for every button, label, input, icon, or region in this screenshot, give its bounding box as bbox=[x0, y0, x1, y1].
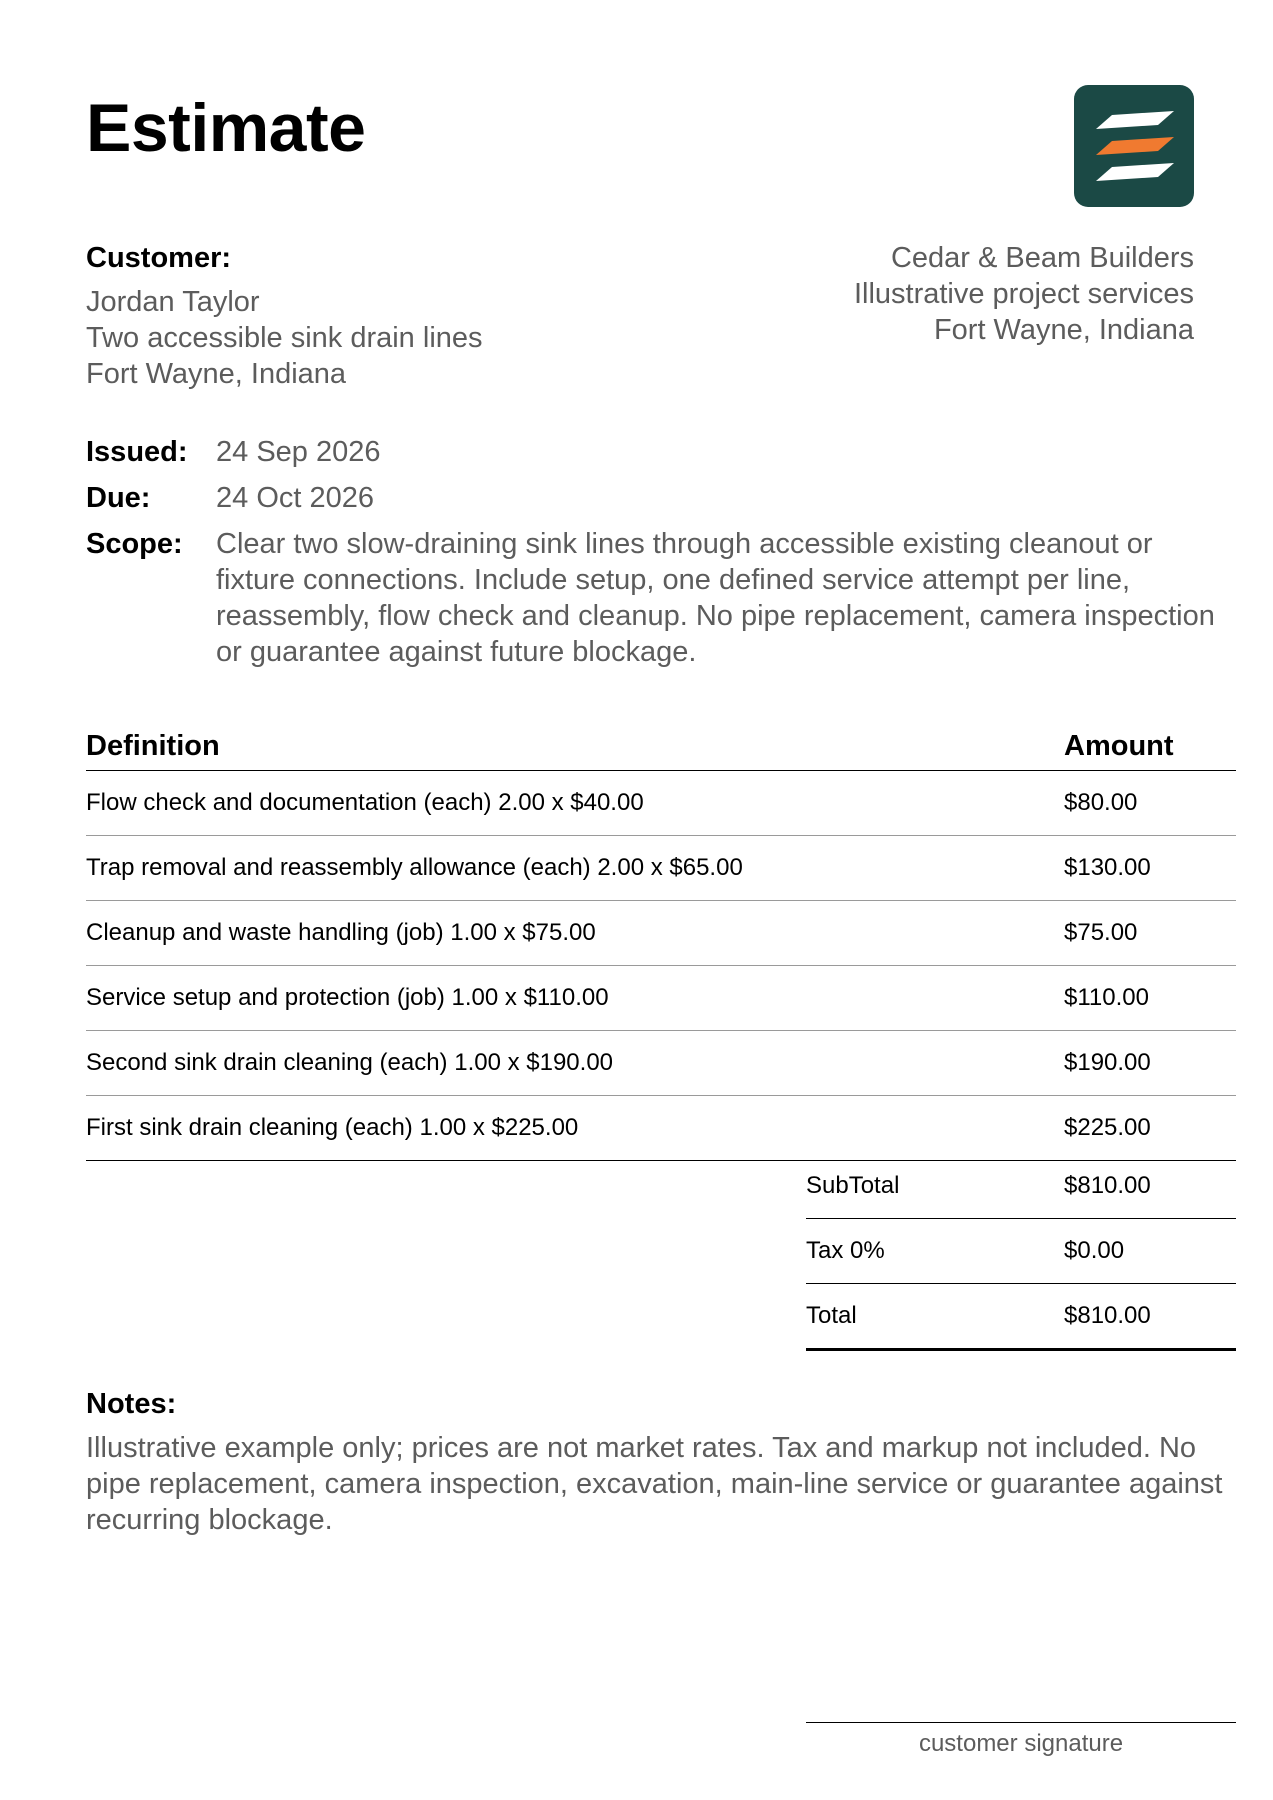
issued-row bbox=[86, 434, 1236, 470]
company-tagline: Illustrative project services bbox=[853, 278, 1194, 310]
table-header bbox=[86, 722, 1236, 771]
customer-name: Jordan Taylor bbox=[86, 286, 260, 318]
row-definition: Cleanup and waste handling (job) 1.00 x $75.00 bbox=[86, 919, 596, 946]
signature-line bbox=[806, 1722, 1236, 1723]
row-amount: $110.00 bbox=[1064, 984, 1149, 1011]
header-definition: Definition bbox=[86, 729, 220, 762]
subtotal-label: SubTotal bbox=[806, 1172, 900, 1199]
table-row bbox=[86, 771, 1236, 836]
issued-label: Issued: bbox=[86, 436, 188, 468]
subtotal-value: $810.00 bbox=[1064, 1172, 1151, 1199]
row-amount: $130.00 bbox=[1064, 854, 1151, 881]
issued-date: 24 Sep 2026 bbox=[216, 436, 381, 468]
total-label: Total bbox=[806, 1302, 857, 1329]
table-row bbox=[86, 901, 1236, 966]
scope-text: Clear two slow-draining sink lines through accessible existing cleanout or fixture connections. Include setup, one defined service attempt per line, reassembly, flow check and cleanup. No pipe replacement, camera inspection or guarantee against future blockage. bbox=[216, 528, 1215, 668]
table-row bbox=[86, 966, 1236, 1031]
notes-label: Notes: bbox=[86, 1388, 177, 1420]
row-definition: First sink drain cleaning (each) 1.00 x $225.00 bbox=[86, 1114, 579, 1141]
customer-project: Two accessible sink drain lines bbox=[86, 322, 483, 354]
tax-label: Tax 0% bbox=[806, 1237, 885, 1264]
company-block bbox=[854, 240, 1194, 348]
tax-value: $0.00 bbox=[1064, 1237, 1125, 1264]
notes-block bbox=[86, 1384, 1236, 1538]
company-location: Fort Wayne, Indiana bbox=[933, 314, 1194, 346]
customer-location: Fort Wayne, Indiana bbox=[86, 358, 347, 390]
table-row bbox=[86, 1096, 1236, 1161]
signature-label: customer signature bbox=[918, 1730, 1124, 1757]
row-definition: Trap removal and reassembly allowance (each) 2.00 x $65.00 bbox=[86, 854, 743, 881]
tax-row bbox=[806, 1219, 1236, 1284]
row-amount: $80.00 bbox=[1064, 789, 1138, 816]
subtotal-row bbox=[806, 1154, 1236, 1219]
scope-row bbox=[86, 526, 1236, 670]
table-row bbox=[86, 836, 1236, 901]
row-definition: Service setup and protection (job) 1.00 x $110.00 bbox=[86, 984, 609, 1011]
customer-block bbox=[86, 238, 483, 392]
customer-details bbox=[86, 284, 483, 392]
notes-text: Illustrative example only; prices are not market rates. Tax and markup not included. No pipe replacement, camera inspection, excavation, main-line service or guarantee against recurring blockage. bbox=[86, 1432, 1223, 1536]
scope-label: Scope: bbox=[86, 528, 183, 560]
page-title: Estimate bbox=[86, 90, 366, 166]
customer-label: Customer: bbox=[86, 242, 232, 274]
estimate-meta bbox=[86, 434, 1236, 680]
row-amount: $225.00 bbox=[1064, 1114, 1151, 1141]
totals-block bbox=[806, 1154, 1236, 1351]
total-row bbox=[806, 1284, 1236, 1351]
company-name: Cedar & Beam Builders bbox=[890, 242, 1194, 274]
line-items-table bbox=[86, 722, 1236, 1161]
row-definition: Flow check and documentation (each) 2.00 x $40.00 bbox=[86, 789, 644, 816]
due-date: 24 Oct 2026 bbox=[216, 482, 374, 514]
row-definition: Second sink drain cleaning (each) 1.00 x $190.00 bbox=[86, 1049, 614, 1076]
table-row bbox=[86, 1031, 1236, 1096]
company-logo bbox=[1074, 85, 1194, 207]
logo-stripes-icon bbox=[1074, 85, 1194, 207]
row-amount: $75.00 bbox=[1064, 919, 1138, 946]
row-amount: $190.00 bbox=[1064, 1049, 1151, 1076]
total-value: $810.00 bbox=[1064, 1302, 1151, 1329]
header-amount: Amount bbox=[1064, 729, 1174, 762]
due-row bbox=[86, 480, 1236, 516]
due-label: Due: bbox=[86, 482, 151, 514]
